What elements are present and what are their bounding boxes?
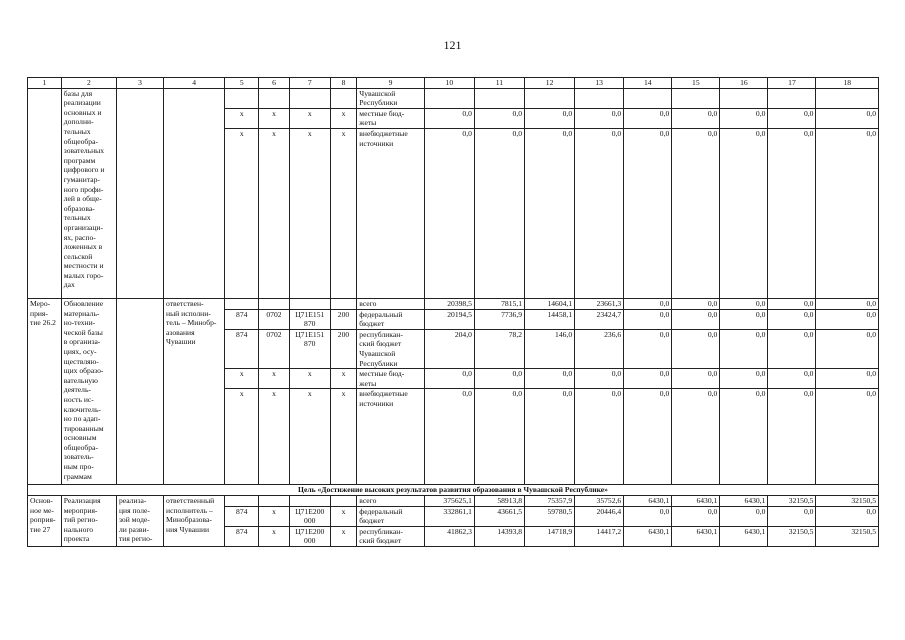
value-cell: 0,0 xyxy=(816,369,879,389)
code-cell: x xyxy=(225,128,259,298)
code-cell: Ц71Е151 870 xyxy=(289,309,330,329)
value-cell xyxy=(474,88,524,108)
value-cell: 0,0 xyxy=(575,108,624,128)
empty-cell xyxy=(116,298,163,484)
value-cell: 0,0 xyxy=(720,506,768,526)
header-cell: 15 xyxy=(672,78,720,89)
value-cell: 375625,1 xyxy=(424,495,474,506)
code-cell: x xyxy=(289,389,330,485)
value-cell: 0,0 xyxy=(424,108,474,128)
value-cell: 14458,1 xyxy=(525,309,575,329)
header-cell: 9 xyxy=(357,78,425,89)
value-cell: 0,0 xyxy=(575,389,624,485)
value-cell: 0,0 xyxy=(525,369,575,389)
value-cell xyxy=(672,88,720,108)
value-cell: 32150,5 xyxy=(768,495,816,506)
value-cell: 14718,9 xyxy=(525,526,575,546)
value-cell xyxy=(575,88,624,108)
code-cell: x xyxy=(289,128,330,298)
value-cell: 0,0 xyxy=(768,389,816,485)
value-cell: 35752,6 xyxy=(575,495,624,506)
value-cell: 0,0 xyxy=(525,128,575,298)
value-cell: 0,0 xyxy=(816,128,879,298)
value-cell: 20194,5 xyxy=(424,309,474,329)
value-cell: 0,0 xyxy=(672,309,720,329)
header-cell: 3 xyxy=(116,78,163,89)
code-cell: 0702 xyxy=(259,309,290,329)
value-cell: 0,0 xyxy=(720,128,768,298)
code-cell: x xyxy=(330,369,357,389)
event-description: Реализация мероприя- тий регио- нального проекта xyxy=(61,495,116,546)
value-cell: 0,0 xyxy=(720,108,768,128)
code-cell xyxy=(289,298,330,309)
code-cell xyxy=(225,495,259,506)
value-cell: 0,0 xyxy=(672,369,720,389)
code-cell: x xyxy=(259,128,290,298)
event-description: базы для реализации основных и дополни- тельных общеобра- зовательных программ цифрового и гуманитар- ного профи- лей в обще- образова- тельных организаци- ях, распо- ложенных в сельской местности и малых горо- дах xyxy=(61,88,116,298)
value-cell: 41862,3 xyxy=(424,526,474,546)
code-cell xyxy=(330,495,357,506)
header-cell: 7 xyxy=(289,78,330,89)
value-cell: 0,0 xyxy=(816,309,879,329)
value-cell xyxy=(525,88,575,108)
code-cell: x xyxy=(259,506,290,526)
header-cell: 8 xyxy=(330,78,357,89)
value-cell: 0,0 xyxy=(768,309,816,329)
value-cell: 0,0 xyxy=(424,369,474,389)
value-cell: 20446,4 xyxy=(575,506,624,526)
code-cell: x xyxy=(289,369,330,389)
value-cell: 0,0 xyxy=(720,369,768,389)
empty-cell xyxy=(28,88,62,298)
header-cell: 6 xyxy=(259,78,290,89)
funding-source: федеральный бюджет xyxy=(357,506,425,526)
code-cell: Ц71Е200 000 xyxy=(289,526,330,546)
value-cell: 0,0 xyxy=(624,309,672,329)
code-cell: x xyxy=(259,389,290,485)
code-cell: 0702 xyxy=(259,329,290,368)
header-cell: 14 xyxy=(624,78,672,89)
value-cell: 6430,1 xyxy=(672,526,720,546)
value-cell xyxy=(720,88,768,108)
value-cell: 0,0 xyxy=(624,506,672,526)
value-cell: 0,0 xyxy=(575,369,624,389)
value-cell: 0,0 xyxy=(768,506,816,526)
value-cell: 332861,1 xyxy=(424,506,474,526)
value-cell: 43661,5 xyxy=(474,506,524,526)
code-cell: x xyxy=(259,108,290,128)
funding-source: всего xyxy=(357,495,425,506)
value-cell: 0,0 xyxy=(816,506,879,526)
value-cell: 7736,9 xyxy=(474,309,524,329)
header-cell: 13 xyxy=(575,78,624,89)
goal-row xyxy=(28,485,879,496)
table-row xyxy=(28,88,879,108)
value-cell: 0,0 xyxy=(624,128,672,298)
empty-cell xyxy=(116,88,163,298)
code-cell: x xyxy=(330,506,357,526)
header-cell: 10 xyxy=(424,78,474,89)
funding-source: федеральный бюджет xyxy=(357,309,425,329)
event-number: Основ- ное ме- роприя- тие 27 xyxy=(28,495,62,546)
value-cell: 59780,5 xyxy=(525,506,575,526)
budget-table xyxy=(27,77,879,547)
header-cell: 4 xyxy=(164,78,225,89)
value-cell: 0,0 xyxy=(672,128,720,298)
header-cell: 2 xyxy=(61,78,116,89)
value-cell: 0,0 xyxy=(525,108,575,128)
value-cell: 0,0 xyxy=(624,389,672,485)
code-cell: 874 xyxy=(225,309,259,329)
value-cell xyxy=(424,88,474,108)
code-cell: x xyxy=(330,108,357,128)
code-cell: 200 xyxy=(330,309,357,329)
code-cell: 200 xyxy=(330,329,357,368)
funding-source: внебюджетные источники xyxy=(357,128,425,298)
funding-source: Чувашской Республики xyxy=(357,88,425,108)
code-cell xyxy=(289,88,330,108)
value-cell: 0,0 xyxy=(624,329,672,368)
value-cell: 0,0 xyxy=(672,298,720,309)
code-cell xyxy=(225,298,259,309)
value-cell: 23424,7 xyxy=(575,309,624,329)
value-cell: 32150,5 xyxy=(816,495,879,506)
value-cell: 58913,8 xyxy=(474,495,524,506)
value-cell: 0,0 xyxy=(816,108,879,128)
value-cell: 0,0 xyxy=(624,108,672,128)
value-cell: 7815,1 xyxy=(474,298,524,309)
responsible-executor: ответственный исполнитель – Минобразова- ния Чувашии xyxy=(164,495,225,546)
goal-title: Цель «Достижение высоких результатов развития образования в Чувашской Республике» xyxy=(28,485,879,496)
code-cell xyxy=(259,88,290,108)
value-cell: 0,0 xyxy=(816,329,879,368)
value-cell xyxy=(768,88,816,108)
value-cell: 0,0 xyxy=(720,329,768,368)
code-cell: x xyxy=(259,369,290,389)
value-cell: 0,0 xyxy=(768,128,816,298)
code-cell: Ц71Е200 000 xyxy=(289,506,330,526)
code-cell: x xyxy=(225,108,259,128)
code-cell: x xyxy=(225,389,259,485)
header-cell: 17 xyxy=(768,78,816,89)
code-cell xyxy=(259,298,290,309)
header-cell: 11 xyxy=(474,78,524,89)
value-cell: 32150,5 xyxy=(768,526,816,546)
responsible-executor: ответствен- ный исполни- тель – Минобр- азования Чувашии xyxy=(164,298,225,484)
value-cell: 6430,1 xyxy=(624,495,672,506)
value-cell: 6430,1 xyxy=(672,495,720,506)
header-row xyxy=(28,78,879,89)
funding-source: республикан- ский бюджет xyxy=(357,526,425,546)
value-cell: 0,0 xyxy=(525,389,575,485)
code-cell: x xyxy=(259,526,290,546)
value-cell: 0,0 xyxy=(816,389,879,485)
event-goal: реализа- ция поле- зой моде- ли разви- тия регио- xyxy=(116,495,163,546)
event-description: Обновление материаль- но-техни- ческой базы в организа- циях, осу- ществляю- щих образо- вательную деятель- ность ис- ключитель- но по адап- тированным основным общеобра- зователь- ным про- граммам xyxy=(61,298,116,484)
value-cell: 0,0 xyxy=(474,369,524,389)
value-cell: 6430,1 xyxy=(624,526,672,546)
code-cell: x xyxy=(330,389,357,485)
value-cell: 236,6 xyxy=(575,329,624,368)
value-cell: 0,0 xyxy=(768,298,816,309)
value-cell: 0,0 xyxy=(672,506,720,526)
value-cell: 0,0 xyxy=(424,128,474,298)
value-cell: 0,0 xyxy=(672,108,720,128)
value-cell: 0,0 xyxy=(672,389,720,485)
header-cell: 1 xyxy=(28,78,62,89)
code-cell: x xyxy=(289,108,330,128)
code-cell: x xyxy=(330,128,357,298)
table-row xyxy=(28,298,879,309)
value-cell: 0,0 xyxy=(768,329,816,368)
header-cell: 12 xyxy=(525,78,575,89)
code-cell xyxy=(330,88,357,108)
value-cell: 0,0 xyxy=(816,298,879,309)
page-number: 121 xyxy=(443,38,462,52)
value-cell: 204,0 xyxy=(424,329,474,368)
header-cell: 18 xyxy=(816,78,879,89)
value-cell: 32150,5 xyxy=(816,526,879,546)
empty-cell xyxy=(164,88,225,298)
value-cell: 14417,2 xyxy=(575,526,624,546)
funding-source: местные бюд- жеты xyxy=(357,108,425,128)
code-cell: x xyxy=(225,369,259,389)
header-cell: 16 xyxy=(720,78,768,89)
value-cell: 0,0 xyxy=(624,298,672,309)
value-cell xyxy=(624,88,672,108)
code-cell xyxy=(330,298,357,309)
header-cell: 5 xyxy=(225,78,259,89)
funding-source: местные бюд- жеты xyxy=(357,369,425,389)
code-cell: 874 xyxy=(225,329,259,368)
value-cell: 0,0 xyxy=(474,108,524,128)
code-cell xyxy=(289,495,330,506)
value-cell: 0,0 xyxy=(575,128,624,298)
table-row xyxy=(28,495,879,506)
value-cell: 0,0 xyxy=(424,389,474,485)
funding-source: внебюджетные источники xyxy=(357,389,425,485)
code-cell: 874 xyxy=(225,506,259,526)
value-cell: 14393,8 xyxy=(474,526,524,546)
value-cell: 0,0 xyxy=(624,369,672,389)
code-cell xyxy=(225,88,259,108)
value-cell: 6430,1 xyxy=(720,526,768,546)
value-cell: 0,0 xyxy=(672,329,720,368)
value-cell: 0,0 xyxy=(474,389,524,485)
value-cell: 0,0 xyxy=(720,389,768,485)
funding-source: республикан- ский бюджет Чувашской Республики xyxy=(357,329,425,368)
value-cell: 78,2 xyxy=(474,329,524,368)
value-cell: 0,0 xyxy=(720,309,768,329)
code-cell: 874 xyxy=(225,526,259,546)
value-cell xyxy=(816,88,879,108)
value-cell: 20398,5 xyxy=(424,298,474,309)
value-cell: 0,0 xyxy=(768,108,816,128)
event-number: Меро- прия- тие 26.2 xyxy=(28,298,62,484)
code-cell: x xyxy=(330,526,357,546)
code-cell xyxy=(259,495,290,506)
value-cell: 146,0 xyxy=(525,329,575,368)
value-cell: 0,0 xyxy=(474,128,524,298)
value-cell: 0,0 xyxy=(720,298,768,309)
value-cell: 23661,3 xyxy=(575,298,624,309)
value-cell: 75357,9 xyxy=(525,495,575,506)
value-cell: 0,0 xyxy=(768,369,816,389)
value-cell: 6430,1 xyxy=(720,495,768,506)
code-cell: Ц71Е151 870 xyxy=(289,329,330,368)
value-cell: 14604,1 xyxy=(525,298,575,309)
funding-source: всего xyxy=(357,298,425,309)
